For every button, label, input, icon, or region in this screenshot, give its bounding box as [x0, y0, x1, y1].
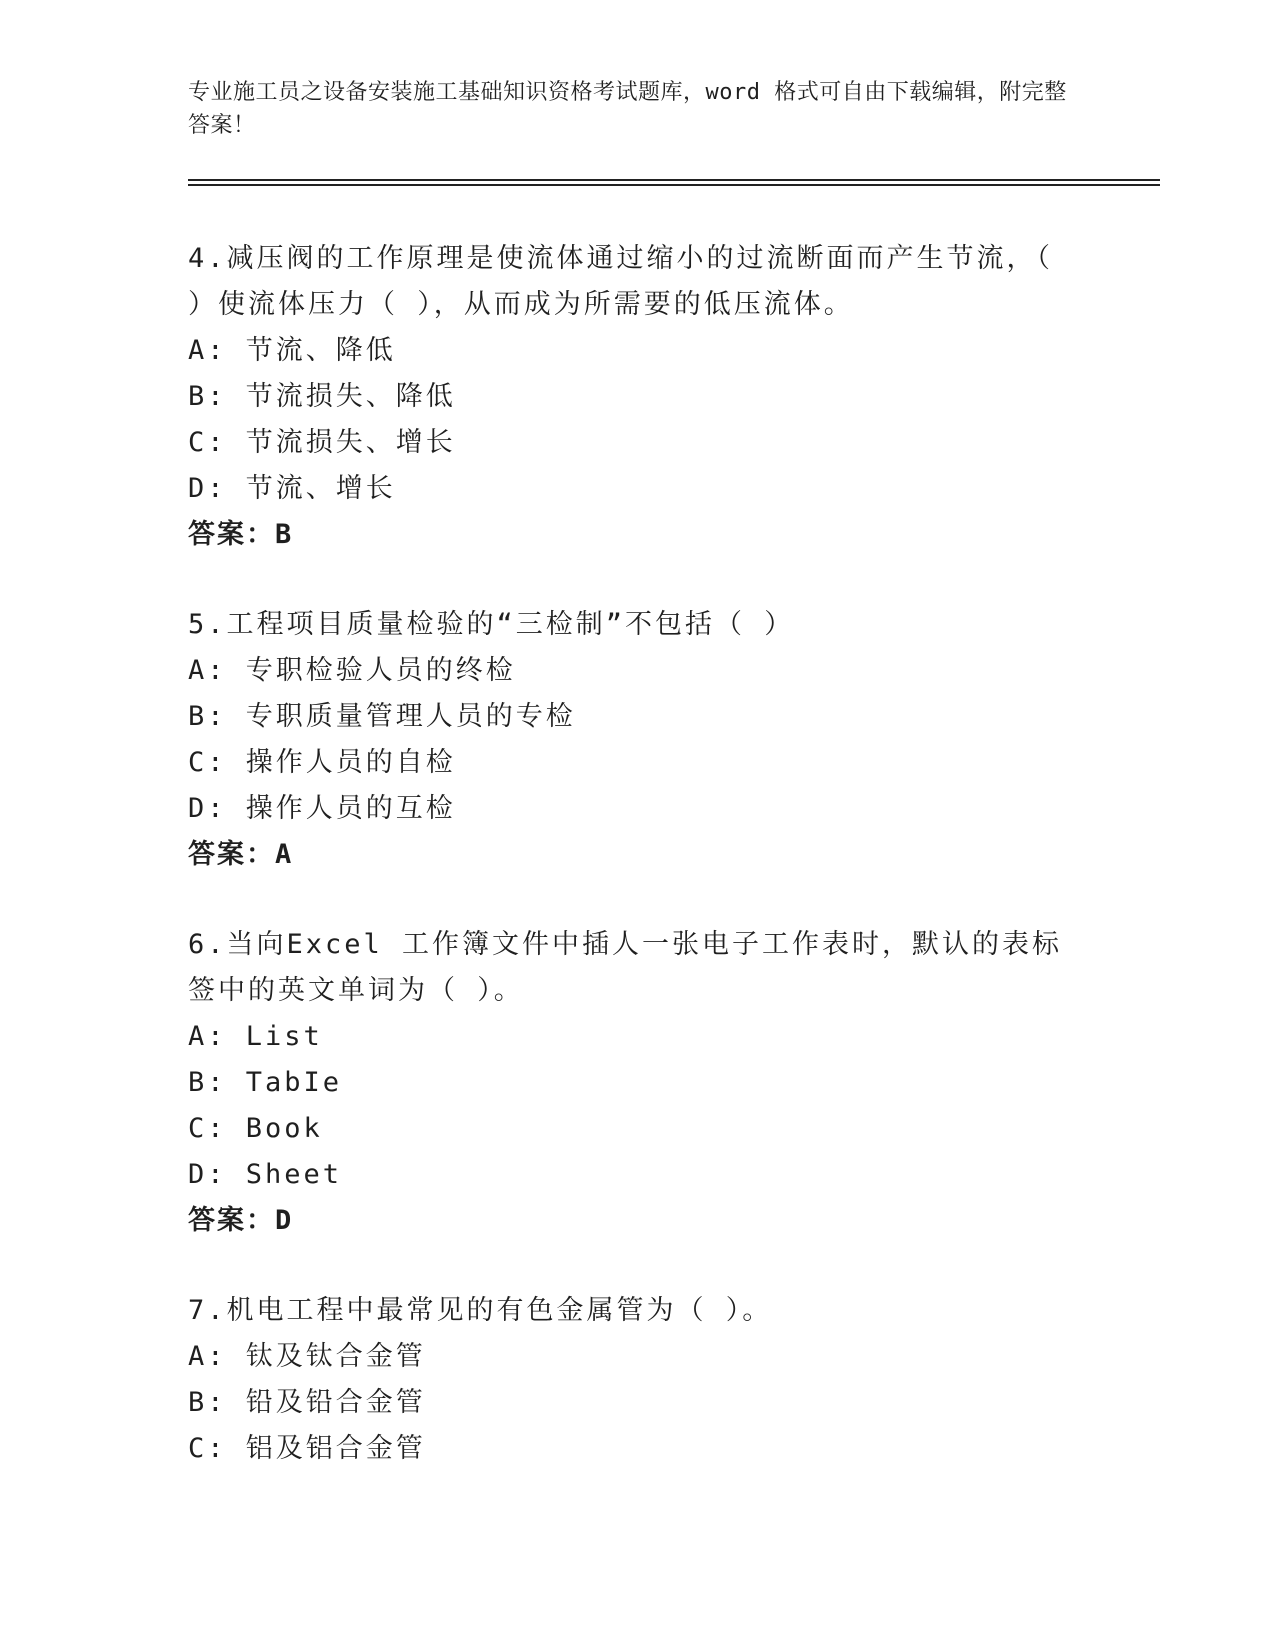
question-4: [188, 236, 1088, 558]
option-b: B: 专职质量管理人员的专检: [188, 701, 576, 732]
question-7: [188, 1288, 1088, 1472]
answer-line: 答案：B: [188, 519, 294, 550]
option-c: C: 操作人员的自检: [188, 747, 456, 778]
option-c: C: 铝及铝合金管: [188, 1433, 426, 1464]
header-divider-top: [188, 179, 1160, 181]
option-d: D: 节流、增长: [188, 473, 396, 504]
option-c: C: Book: [188, 1113, 323, 1144]
option-a: A: 钛及钛合金管: [188, 1341, 426, 1372]
option-a: A: 专职检验人员的终检: [188, 655, 516, 686]
document-header: 专业施工员之设备安装施工基础知识资格考试题库，word 格式可自由下载编辑，附完整答案！: [188, 80, 1067, 138]
question-5: [188, 602, 1088, 878]
option-a: A: List: [188, 1021, 323, 1052]
option-b: B: 铅及铅合金管: [188, 1387, 426, 1418]
question-stem: 7.机电工程中最常见的有色金属管为（ ）。: [188, 1295, 773, 1326]
question-list: [188, 236, 1088, 1516]
question-stem: 6.当向Excel 工作簿文件中插人一张电子工作表时，默认的表标签中的英文单词为（ ）。: [188, 929, 1063, 1006]
answer-line: 答案：A: [188, 839, 294, 870]
option-d: D: 操作人员的互检: [188, 793, 456, 824]
question-stem: 4.减压阀的工作原理是使流体通过缩小的过流断面而产生节流，（ ）使流体压力（ ），从而成为所需要的低压流体。: [188, 243, 1054, 320]
option-a: A: 节流、降低: [188, 335, 396, 366]
question-6: [188, 922, 1088, 1244]
option-b: B: TabIe: [188, 1067, 343, 1098]
option-d: D: Sheet: [188, 1159, 343, 1190]
option-b: B: 节流损失、降低: [188, 381, 456, 412]
option-c: C: 节流损失、增长: [188, 427, 456, 458]
question-stem: 5.工程项目质量检验的“三检制”不包括（ ）: [188, 609, 795, 640]
header-divider-bottom: [188, 184, 1160, 186]
answer-line: 答案：D: [188, 1205, 294, 1236]
